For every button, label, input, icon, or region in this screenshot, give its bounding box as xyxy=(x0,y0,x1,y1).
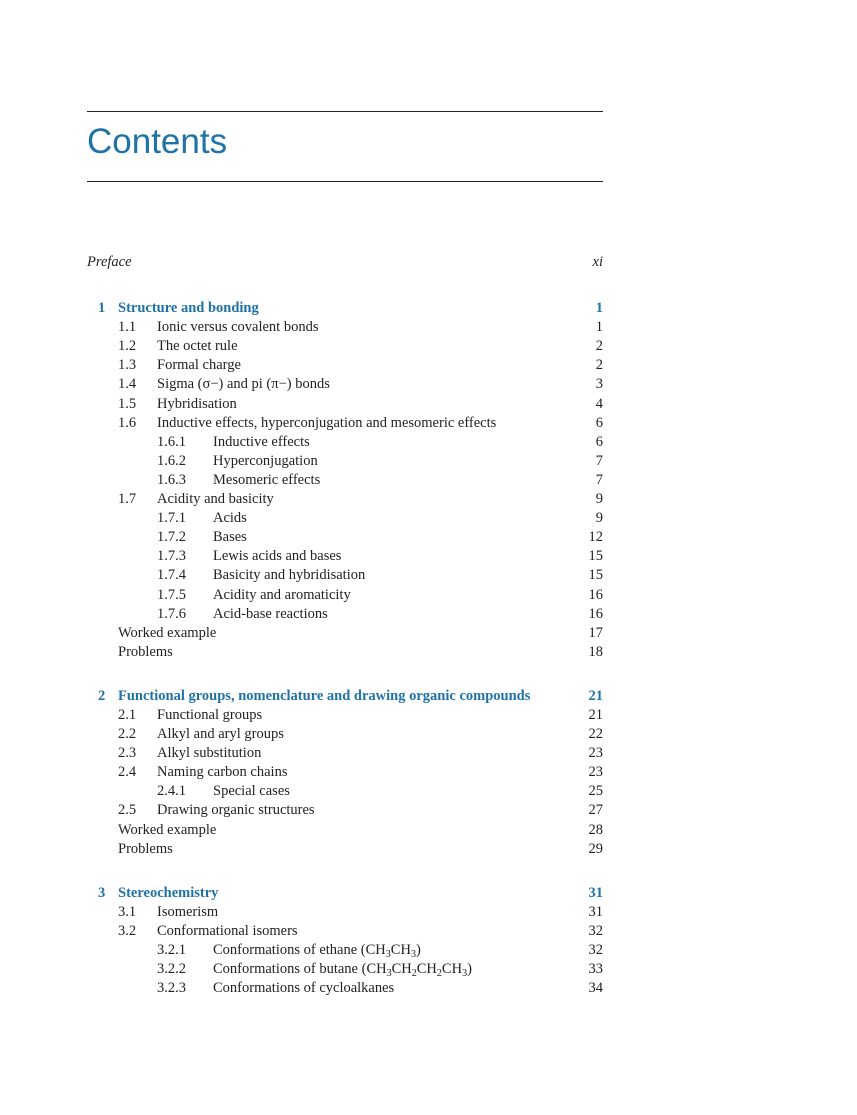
toc-section[interactable] xyxy=(87,725,603,744)
entry-page: 21 xyxy=(588,706,603,723)
entry-title-wrap xyxy=(213,941,421,960)
toc-section[interactable] xyxy=(87,801,603,820)
entry-number: 3.2 xyxy=(118,922,137,939)
toc-section[interactable] xyxy=(87,763,603,782)
entry-title-wrap xyxy=(157,395,237,414)
entry-page: 2 xyxy=(595,338,603,355)
toc-subsection[interactable] xyxy=(87,452,603,471)
toc-preface[interactable] xyxy=(87,253,603,272)
entry-number: 1.6.2 xyxy=(157,452,186,469)
entry-page: 27 xyxy=(588,802,603,819)
chapter-spacer xyxy=(87,272,603,299)
entry-title: Problems xyxy=(118,840,173,857)
entry-number: 1.2 xyxy=(118,338,137,355)
toc-preface-label: Preface xyxy=(87,254,132,270)
entry-page: 22 xyxy=(588,726,603,743)
entry-page: 29 xyxy=(588,840,603,857)
entry-number: 2.1 xyxy=(118,706,137,723)
chapter-spacer xyxy=(87,859,603,884)
chapter-title: Stereochemistry xyxy=(118,884,219,901)
entry-title: Lewis acids and bases xyxy=(213,548,342,565)
entry-page: 34 xyxy=(588,980,603,997)
entry-title-wrap xyxy=(213,782,290,801)
chapter-number: 1 xyxy=(98,300,106,317)
entry-number: 1.4 xyxy=(118,376,137,393)
entry-page: 32 xyxy=(588,922,603,939)
toc-subsection[interactable] xyxy=(87,471,603,490)
entry-title-wrap xyxy=(118,840,173,859)
entry-number: 2.2 xyxy=(118,726,137,743)
entry-page: 4 xyxy=(595,395,603,412)
entry-number: 2.4.1 xyxy=(157,783,186,800)
entry-title: Inductive effects xyxy=(213,433,310,450)
entry-title: Alkyl substitution xyxy=(157,745,262,762)
entry-title-suffix: ) xyxy=(415,942,421,958)
entry-title-wrap xyxy=(157,356,241,375)
chapter-page: 1 xyxy=(595,300,603,317)
entry-title-wrap xyxy=(213,979,394,998)
entry-title-wrap xyxy=(157,801,315,820)
entry-title: Naming carbon chains xyxy=(157,764,288,781)
entry-page: 6 xyxy=(595,414,603,431)
entry-title-wrap xyxy=(118,643,173,662)
entry-title-wrap xyxy=(157,337,238,356)
entry-page: 15 xyxy=(588,567,603,584)
entry-title-wrap xyxy=(213,452,318,471)
entry-number: 3.2.3 xyxy=(157,980,186,997)
entry-number: 3.1 xyxy=(118,903,137,920)
entry-title: Sigma (σ−) and pi (π−) bonds xyxy=(157,376,330,393)
toc-subsection[interactable] xyxy=(87,941,603,960)
entry-title-wrap xyxy=(157,725,284,744)
toc-subsection[interactable] xyxy=(87,960,603,979)
page-title: Contents xyxy=(87,122,228,161)
entry-page: 12 xyxy=(588,529,603,546)
entry-title-wrap xyxy=(213,528,247,547)
entry-title: Functional groups xyxy=(157,706,263,723)
entry-title-suffix: ) xyxy=(467,961,472,978)
toc-section[interactable] xyxy=(87,375,603,394)
entry-title-wrap xyxy=(213,509,247,528)
entry-title: Conformations of butane ( xyxy=(213,961,367,978)
entry-page: 33 xyxy=(588,961,603,978)
entry-page: 9 xyxy=(595,510,603,527)
toc-section[interactable] xyxy=(87,744,603,763)
toc-subsection[interactable] xyxy=(87,782,603,801)
entry-title-wrap xyxy=(118,624,216,643)
entry-title: Problems xyxy=(118,643,173,660)
chemical-formula: $CH_3CH_3$ xyxy=(365,942,416,960)
entry-title: Worked example xyxy=(118,624,217,641)
entry-title: Alkyl and aryl groups xyxy=(157,726,284,743)
chapter-spacer xyxy=(87,662,603,687)
entry-number: 3.2.2 xyxy=(157,961,186,978)
entry-number: 1.6.3 xyxy=(157,471,186,488)
entry-title: Formal charge xyxy=(157,357,241,374)
entry-title-wrap xyxy=(157,414,496,433)
entry-title-wrap xyxy=(118,821,216,840)
entry-page: 16 xyxy=(588,605,603,622)
entry-title: Special cases xyxy=(213,783,290,800)
entry-page: 17 xyxy=(588,624,603,641)
entry-title: Conformations of ethane ( xyxy=(213,942,366,958)
chapter-number: 3 xyxy=(98,884,106,901)
entry-number: 1.5 xyxy=(118,395,137,412)
entry-page: 31 xyxy=(588,903,603,920)
toc-subsection[interactable] xyxy=(87,586,603,605)
entry-number: 1.7.3 xyxy=(157,548,186,565)
entry-title-wrap xyxy=(157,744,261,763)
toc-subsection[interactable] xyxy=(87,528,603,547)
chapter-title: Functional groups, nomenclature and drawing organic compounds xyxy=(118,687,531,704)
toc-chapter[interactable] xyxy=(87,687,603,706)
entry-number: 1.7.6 xyxy=(157,605,186,622)
entry-number: 1.3 xyxy=(118,357,137,374)
toc-subsection[interactable] xyxy=(87,566,603,585)
entry-number: 1.7.5 xyxy=(157,586,186,603)
top-rule xyxy=(87,111,603,112)
entry-page: 7 xyxy=(595,471,603,488)
entry-page: 23 xyxy=(588,745,603,762)
entry-page: 6 xyxy=(595,433,603,450)
entry-title-wrap xyxy=(213,586,351,605)
toc-preface-page: xi xyxy=(592,254,603,270)
entry-number: 3.2.1 xyxy=(157,942,186,958)
entry-page: 7 xyxy=(595,452,603,469)
bottom-rule xyxy=(87,181,603,182)
toc-extra[interactable] xyxy=(87,821,603,840)
entry-title: Inductive effects, hyperconjugation and mesomeric effects xyxy=(157,414,497,431)
entry-number: 1.7.1 xyxy=(157,510,186,527)
entry-page: 16 xyxy=(588,586,603,603)
entry-number: 1.1 xyxy=(118,319,137,336)
toc-section[interactable] xyxy=(87,318,603,337)
entry-page: 9 xyxy=(595,491,603,508)
entry-title-wrap xyxy=(157,922,298,941)
toc-subsection[interactable] xyxy=(87,509,603,528)
entry-title: Isomerism xyxy=(157,903,219,920)
entry-number: 1.7 xyxy=(118,491,137,508)
toc-subsection[interactable] xyxy=(87,547,603,566)
toc-extra[interactable] xyxy=(87,643,603,662)
entry-number: 1.6 xyxy=(118,414,137,431)
entry-title: Acid-base reactions xyxy=(213,605,328,622)
entry-title: Basicity and hybridisation xyxy=(213,567,366,584)
toc-extra[interactable] xyxy=(87,624,603,643)
toc-section[interactable] xyxy=(87,356,603,375)
entry-title: Conformational isomers xyxy=(157,922,298,939)
entry-title: Acids xyxy=(213,510,247,527)
toc-section[interactable] xyxy=(87,903,603,922)
entry-title: Conformations of cycloalkanes xyxy=(213,980,395,997)
entry-title-wrap xyxy=(157,763,287,782)
toc-section[interactable] xyxy=(87,922,603,941)
entry-page: 32 xyxy=(588,942,603,958)
entry-title-wrap xyxy=(157,375,330,394)
table-of-contents xyxy=(87,253,603,998)
entry-title: Hyperconjugation xyxy=(213,452,318,469)
toc-section[interactable] xyxy=(87,490,603,509)
chapter-page: 31 xyxy=(588,884,603,901)
entry-title-wrap xyxy=(213,605,328,624)
entry-title-wrap xyxy=(213,566,365,585)
entry-number: 1.7.4 xyxy=(157,567,186,584)
entry-title: The octet rule xyxy=(157,338,238,355)
entry-page: 3 xyxy=(595,376,603,393)
entry-title-wrap xyxy=(213,433,310,452)
entry-page: 15 xyxy=(588,548,603,565)
entry-title: Worked example xyxy=(118,821,217,838)
entry-title-wrap xyxy=(157,706,262,725)
entry-page: 28 xyxy=(588,821,603,838)
chapter-title: Structure and bonding xyxy=(118,300,259,317)
entry-number: 1.7.2 xyxy=(157,529,186,546)
entry-number: 2.5 xyxy=(118,802,137,819)
entry-title-wrap xyxy=(157,903,218,922)
entry-page: 23 xyxy=(588,764,603,781)
entry-title-wrap xyxy=(157,490,274,509)
toc-chapter[interactable] xyxy=(87,884,603,903)
toc-section[interactable] xyxy=(87,337,603,356)
toc-section[interactable] xyxy=(87,706,603,725)
toc-section[interactable] xyxy=(87,395,603,414)
chemical-formula: $CH_3CH_2CH_2CH_3$ xyxy=(366,961,468,980)
entry-page: 1 xyxy=(595,319,603,336)
entry-title-wrap xyxy=(213,547,341,566)
toc-subsection[interactable] xyxy=(87,979,603,998)
entry-title-wrap xyxy=(213,471,320,490)
entry-title: Mesomeric effects xyxy=(213,471,321,488)
entry-title: Acidity and aromaticity xyxy=(213,586,351,603)
entry-title-wrap xyxy=(157,318,318,337)
toc-extra[interactable] xyxy=(87,840,603,859)
toc-section[interactable] xyxy=(87,414,603,433)
chapter-page: 21 xyxy=(588,687,603,704)
chapter-number: 2 xyxy=(98,687,106,704)
entry-title: Ionic versus covalent bonds xyxy=(157,319,319,336)
entry-title-wrap xyxy=(213,960,472,979)
entry-page: 18 xyxy=(588,643,603,660)
entry-number: 2.3 xyxy=(118,745,137,762)
toc-chapter[interactable] xyxy=(87,299,603,318)
toc-subsection[interactable] xyxy=(87,433,603,452)
entry-number: 1.6.1 xyxy=(157,433,186,450)
entry-page: 2 xyxy=(595,357,603,374)
toc-subsection[interactable] xyxy=(87,605,603,624)
entry-title: Bases xyxy=(213,529,247,546)
entry-title: Acidity and basicity xyxy=(157,491,274,508)
entry-number: 2.4 xyxy=(118,764,137,781)
entry-page: 25 xyxy=(588,783,603,800)
entry-title: Hybridisation xyxy=(157,395,237,412)
entry-title: Drawing organic structures xyxy=(157,802,315,819)
